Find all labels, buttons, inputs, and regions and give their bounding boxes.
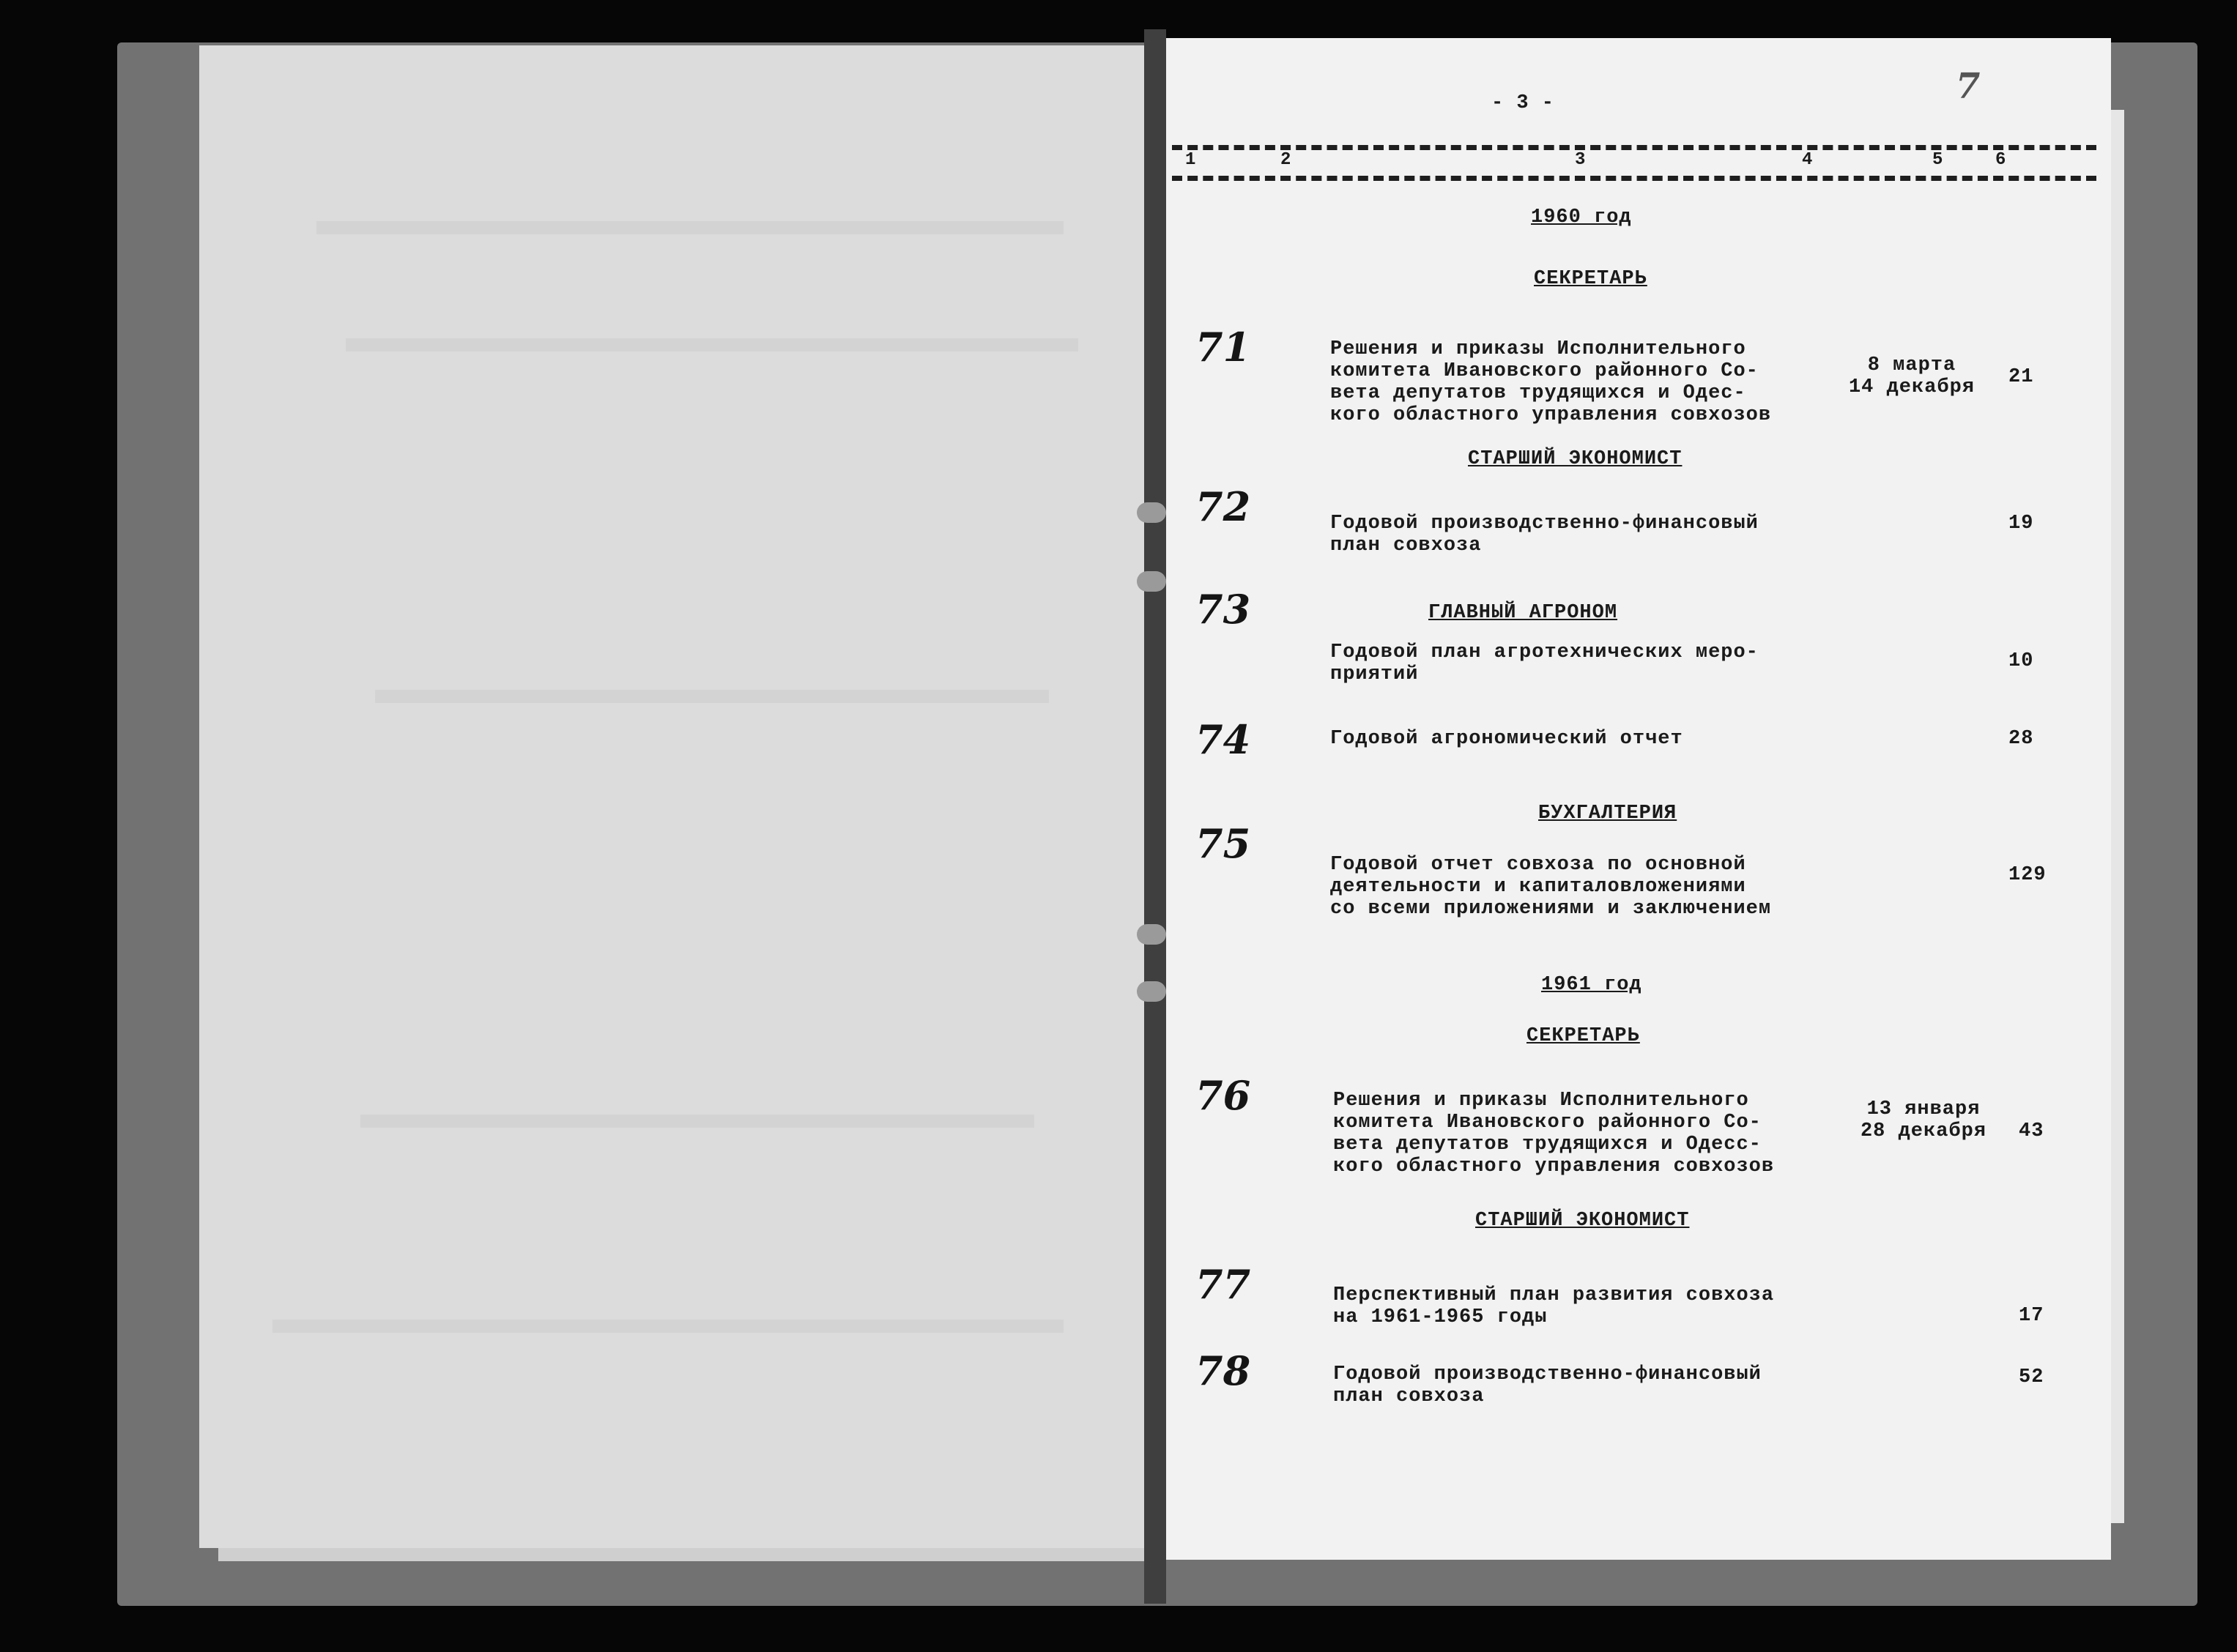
year-heading: 1960 год [1531, 206, 1632, 228]
handwritten-item-number: 71 [1195, 324, 1251, 371]
section-heading: СТАРШИЙ ЭКОНОМИСТ [1475, 1210, 1690, 1232]
entry-pages: 28 [2008, 728, 2034, 750]
column-rule-bottom [1172, 176, 2096, 181]
section-heading: БУХГАЛТЕРИЯ [1538, 803, 1677, 825]
binding-stitch [1137, 571, 1166, 592]
entry-title: Годовой агрономический отчет [1330, 728, 1683, 750]
entry-pages: 17 [2019, 1305, 2044, 1327]
section-heading: СЕКРЕТАРЬ [1534, 268, 1647, 290]
entry-pages: 129 [2008, 864, 2047, 886]
pencil-folio: 7 [1956, 66, 1981, 107]
column-number: 6 [1995, 150, 2007, 170]
bleed-through-text [272, 1320, 1064, 1333]
column-number: 4 [1802, 150, 1814, 170]
entry-pages: 43 [2019, 1120, 2044, 1142]
handwritten-item-number: 74 [1195, 716, 1251, 763]
entry-title: Годовой производственно-финансовый план совхоза [1330, 513, 1759, 557]
column-number: 2 [1280, 150, 1292, 170]
handwritten-item-number: 78 [1195, 1347, 1251, 1394]
handwritten-item-number: 76 [1195, 1072, 1251, 1119]
entry-pages: 10 [2008, 650, 2034, 672]
entry-title: Годовой производственно-финансовый план совхоза [1333, 1363, 1762, 1407]
handwritten-item-number: 73 [1195, 586, 1251, 633]
page-edge [2110, 110, 2124, 1523]
column-number: 1 [1185, 150, 1197, 170]
right-page [1166, 38, 2111, 1560]
page-number: - 3 - [1491, 92, 1555, 114]
section-heading: СТАРШИЙ ЭКОНОМИСТ [1468, 448, 1683, 470]
entry-pages: 52 [2019, 1366, 2044, 1388]
bleed-through-text [375, 690, 1049, 703]
column-number: 5 [1932, 150, 1944, 170]
section-heading: ГЛАВНЫЙ АГРОНОМ [1428, 602, 1618, 624]
bleed-through-text [360, 1115, 1034, 1128]
entry-title: Перспективный план развития совхоза на 1961-1965 годы [1333, 1284, 1775, 1328]
bleed-through-text [346, 338, 1078, 351]
binding-stitch [1137, 981, 1166, 1002]
entry-title: Годовой план агротехнических меро- приятий [1330, 641, 1759, 685]
entry-pages: 19 [2008, 513, 2034, 535]
binding-stitch [1137, 924, 1166, 945]
handwritten-item-number: 75 [1195, 820, 1251, 867]
binding-stitch [1137, 502, 1166, 523]
bleed-through-text [316, 221, 1064, 234]
entry-title: Решения и приказы Исполнительного комитета Ивановского районного Со- вета депутатов трудящихся и Одесс- кого областного управления совхозов [1333, 1090, 1775, 1177]
entry-dates: 8 марта 14 декабря [1848, 354, 1976, 398]
column-number: 3 [1575, 150, 1587, 170]
book-spine [1144, 29, 1166, 1604]
handwritten-item-number: 77 [1195, 1261, 1251, 1308]
entry-pages: 21 [2008, 366, 2034, 388]
entry-title: Годовой отчет совхоза по основной деятельности и капиталовложениями со всеми приложениями и заключением [1330, 854, 1772, 920]
year-heading: 1961 год [1541, 974, 1642, 996]
section-heading: СЕКРЕТАРЬ [1526, 1025, 1640, 1047]
entry-dates: 13 января 28 декабря [1860, 1098, 1987, 1142]
entry-title: Решения и приказы Исполнительного комитета Ивановского районного Со- вета депутатов трудящихся и Одес- кого областного управления совхозов [1330, 338, 1772, 426]
column-rule-top [1172, 145, 2096, 150]
left-page-blank [199, 45, 1151, 1548]
handwritten-item-number: 72 [1195, 483, 1251, 530]
